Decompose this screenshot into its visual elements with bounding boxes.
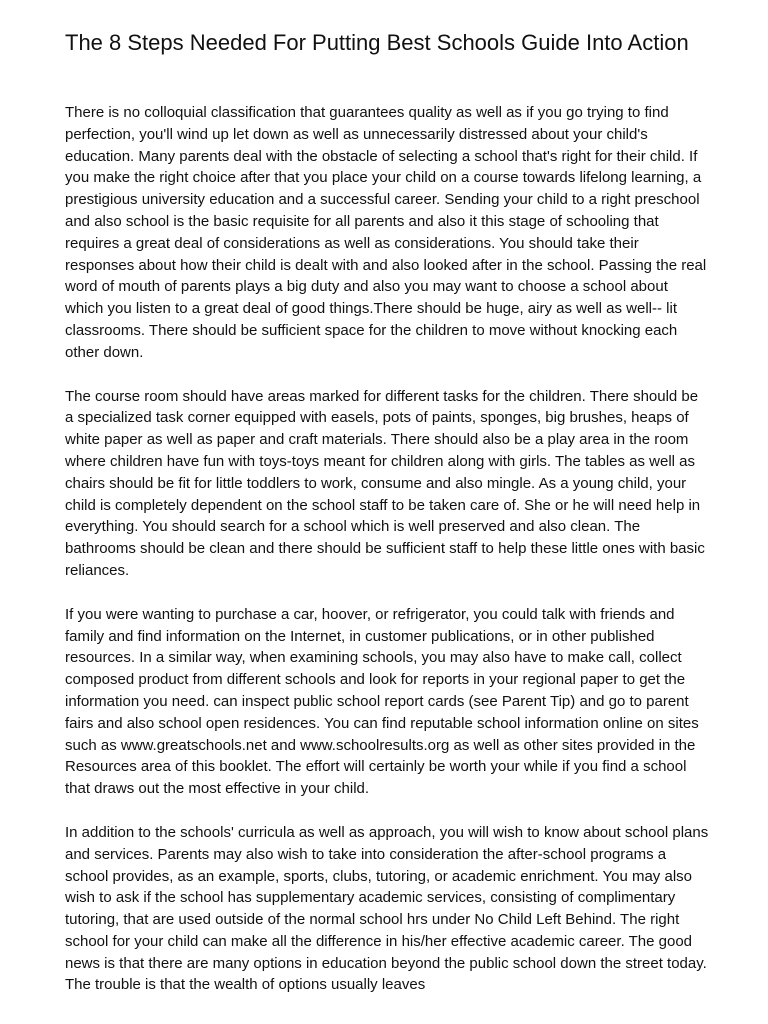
paragraph-2: The course room should have areas marked for different tasks for the children. There should be a specialized task corner equipped with easels, pots of paints, sponges, big brushes, heaps of white paper as well as paper and craft materials. There should also be a play area in the room where children have fun with toys-toys meant for children along with girls. The tables as well as chairs should be fit for little toddlers to work, consume and also mingle. As a young child, your child is completely dependent on the school staff to be taken care of. She or he will need help in everything. You should search for a school which is well preserved and also clean. The bathrooms should be clean and there should be sufficient staff to help these little ones with basic reliances.	[65, 387, 705, 579]
article-body	[65, 102, 709, 1018]
paragraph-4: In addition to the schools' curricula as well as approach, you will wish to know about school plans and services. Parents may also wish to take into consideration the after-school programs a school provides, as an example, sports, clubs, tutoring, or academic enrichment. You may also wish to ask if the school has supplementary academic services, consisting of complimentary tutoring, that are used outside of the normal school hrs under No Child Left Behind. The right school for your child can make all the difference in his/her effective academic career. The good news is that there are many options in education beyond the public school down the street today. The trouble is that the wealth of options usually leaves	[65, 823, 709, 994]
paragraph-3: If you were wanting to purchase a car, hoover, or refrigerator, you could talk with friends and family and find information on the Internet, in customer publications, or in other published resources. In a similar way, when examining schools, you may also have to make call, collect composed product from different schools and look for reports in your regional paper to get the information you need. can inspect public school report cards (see Parent Tip) and go to parent fairs and also school open residences. You can find reputable school information online on sites such as www.greatschools.net and www.schoolresults.org as well as other sites provided in the Resources area of this booklet. The effort will certainly be worth your while if you find a school that draws out the most effective in your child.	[65, 605, 699, 798]
paragraph-1: There is no colloquial classification that guarantees quality as well as if you go trying to find perfection, you'll wind up let down as well as unnecessarily distressed about your child's education. Many parents deal with the obstacle of selecting a school that's right for their child. If you make the right choice after that you place your child on a course towards lifelong learning, a prestigious university education and a successful career. Sending your child to a right preschool and also school is the basic requisite for all parents and also it this stage of schooling that requires a great deal of considerations as well as considerations. You should take their responses about how their child is dealt with and also looked after in the school. Passing the real word of mouth of parents plays a big duty and also you may want to choose a school about which you listen to a great deal of good things.There should be huge, airy as well as well-- lit classrooms. There should be sufficient space for the children to move without knocking each other down.	[65, 104, 707, 361]
page-title: The 8 Steps Needed For Putting Best Schools Guide Into Action	[65, 30, 689, 55]
